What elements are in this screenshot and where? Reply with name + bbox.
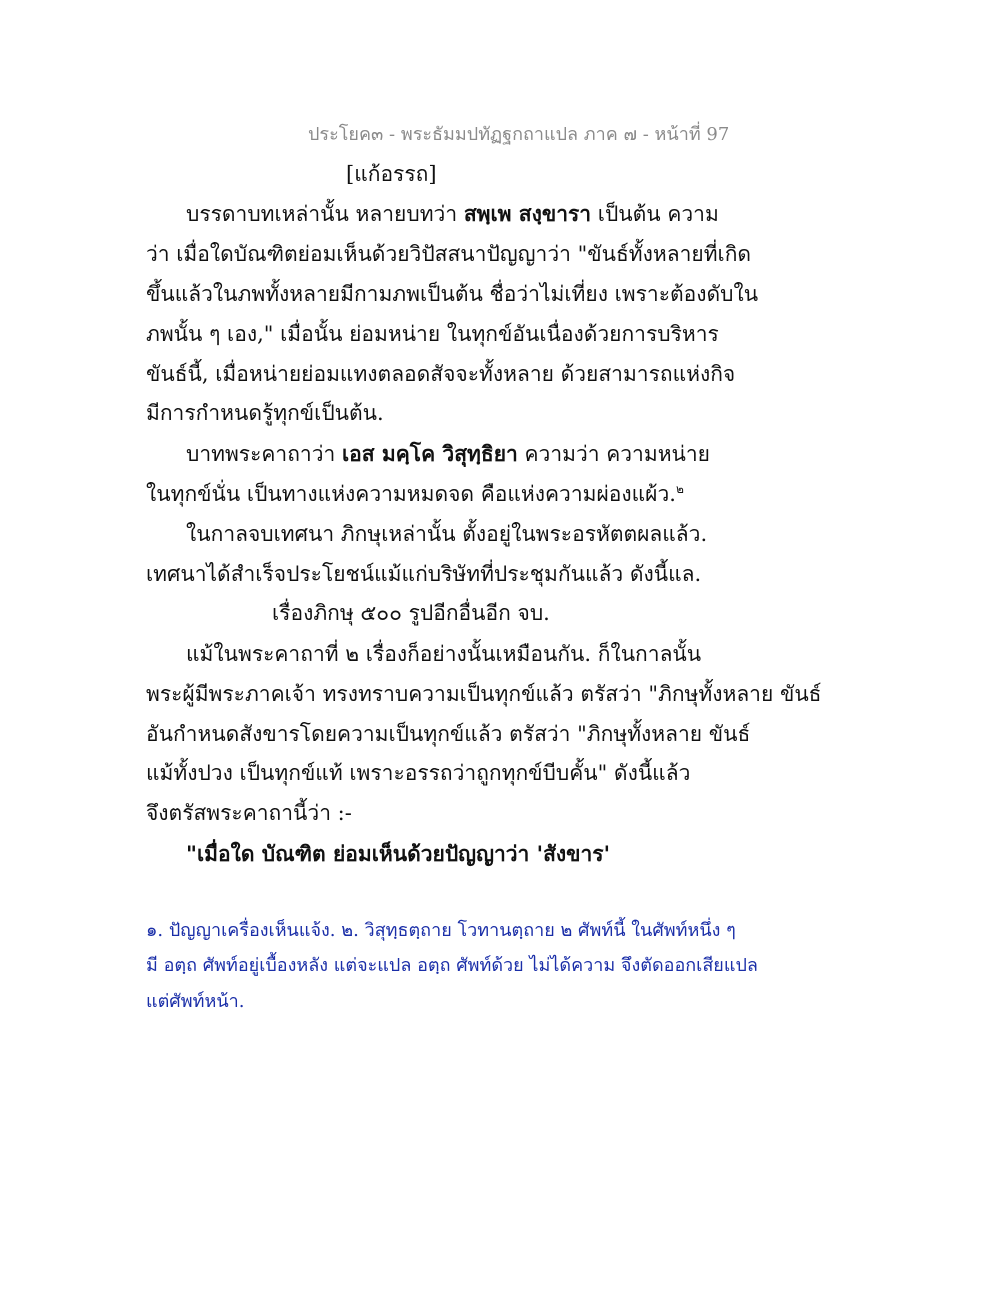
para2-line1 bbox=[186, 440, 710, 468]
footnote-line3: แต่ศัพท์หน้า. bbox=[146, 991, 245, 1012]
para2-line2-text: ในทุกข์นั่น เป็นทางแห่งความหมดจด คือแห่งความผ่องแผ้ว. bbox=[146, 482, 676, 506]
para3-line1: ในกาลจบเทศนา ภิกษุเหล่านั้น ตั้งอยู่ในพระอรหัตตผลแล้ว. bbox=[186, 522, 708, 546]
para1-line6: มีการกำหนดรู้ทุกข์เป็นต้น. bbox=[146, 401, 384, 425]
para1-line4: ภพนั้น ๆ เอง," เมื่อนั้น ย่อมหน่าย ในทุกข์อันเนื่องด้วยการบริหาร bbox=[146, 322, 719, 346]
para4-line3: อันกำหนดสังขารโดยความเป็นทุกข์แล้ว ตรัสว่า "ภิกษุทั้งหลาย ขันธ์ bbox=[146, 722, 751, 746]
para1-line1-text-a: บรรดาบทเหล่านั้น หลายบทว่า bbox=[186, 202, 464, 226]
para1-line1 bbox=[186, 200, 719, 228]
para2-line2 bbox=[146, 480, 684, 508]
footnote-marker: ๒ bbox=[675, 482, 684, 496]
footnote-line2: มี อตฺถ ศัพท์อยู่เบื้องหลัง แต่จะแปล อตฺถ ศัพท์ด้วย ไม่ได้ความ จึงตัดออกเสียแปล bbox=[146, 955, 758, 976]
footnote-line1: ๑. ปัญญาเครื่องเห็นแจ้ง. ๒. วิสุทฺธตฺถาย โวทานตฺถาย ๒ ศัพท์นี้ ในศัพท์หนึ่ง ๆ bbox=[146, 920, 736, 941]
verse-line: "เมื่อใด บัณฑิต ย่อมเห็นด้วยปัญญาว่า 'สังขาร' bbox=[186, 841, 610, 866]
para1-line5: ขันธ์นี้, เมื่อหน่ายย่อมแทงตลอดสัจจะทั้งหลาย ด้วยสามารถแห่งกิจ bbox=[146, 362, 736, 386]
section-title: [แก้อรรถ] bbox=[346, 162, 437, 186]
para4-line1: แม้ในพระคาถาที่ ๒ เรื่องก็อย่างนั้นเหมือนกัน. ก็ในกาลนั้น bbox=[186, 642, 702, 666]
para2-line1-text-a: บาทพระคาถาว่า bbox=[186, 442, 342, 466]
para1-line3: ขึ้นแล้วในภพทั้งหลายมีกามภพเป็นต้น ชื่อว่าไม่เที่ยง เพราะต้องดับใน bbox=[146, 282, 759, 306]
para3-line2: เทศนาได้สำเร็จประโยชน์แม้แก่บริษัทที่ประชุมกันแล้ว ดังนี้แล. bbox=[146, 562, 702, 586]
para1-line1-text-c: เป็นต้น ความ bbox=[591, 202, 719, 226]
pali-term-esa-maggo: เอส มคฺโค วิสุทฺธิยา bbox=[341, 441, 518, 466]
running-header: ประโยค๓ - พระธัมมปทัฏฐกถาแปล ภาค ๗ - หน้าที่ 97 bbox=[308, 124, 730, 145]
para1-line2: ว่า เมื่อใดบัณฑิตย่อมเห็นด้วยวิปัสสนาปัญญาว่า "ขันธ์ทั้งหลายที่เกิด bbox=[146, 242, 752, 266]
pali-term-sabbe-sankhara: สพฺเพ สงฺขารา bbox=[463, 201, 592, 226]
para4-line4: แม้ทั้งปวง เป็นทุกข์แท้ เพราะอรรถว่าถูกทุกข์บีบคั้น" ดังนี้แล้ว bbox=[146, 761, 691, 785]
para4-line5: จึงตรัสพระคาถานี้ว่า :- bbox=[146, 801, 352, 825]
story-end-line: เรื่องภิกษุ ๕๐๐ รูปอีกอื่นอีก จบ. bbox=[272, 601, 550, 625]
para4-line2: พระผู้มีพระภาคเจ้า ทรงทราบความเป็นทุกข์แล้ว ตรัสว่า "ภิกษุทั้งหลาย ขันธ์ bbox=[146, 682, 822, 706]
para2-line1-text-c: ความว่า ความหน่าย bbox=[517, 442, 710, 466]
